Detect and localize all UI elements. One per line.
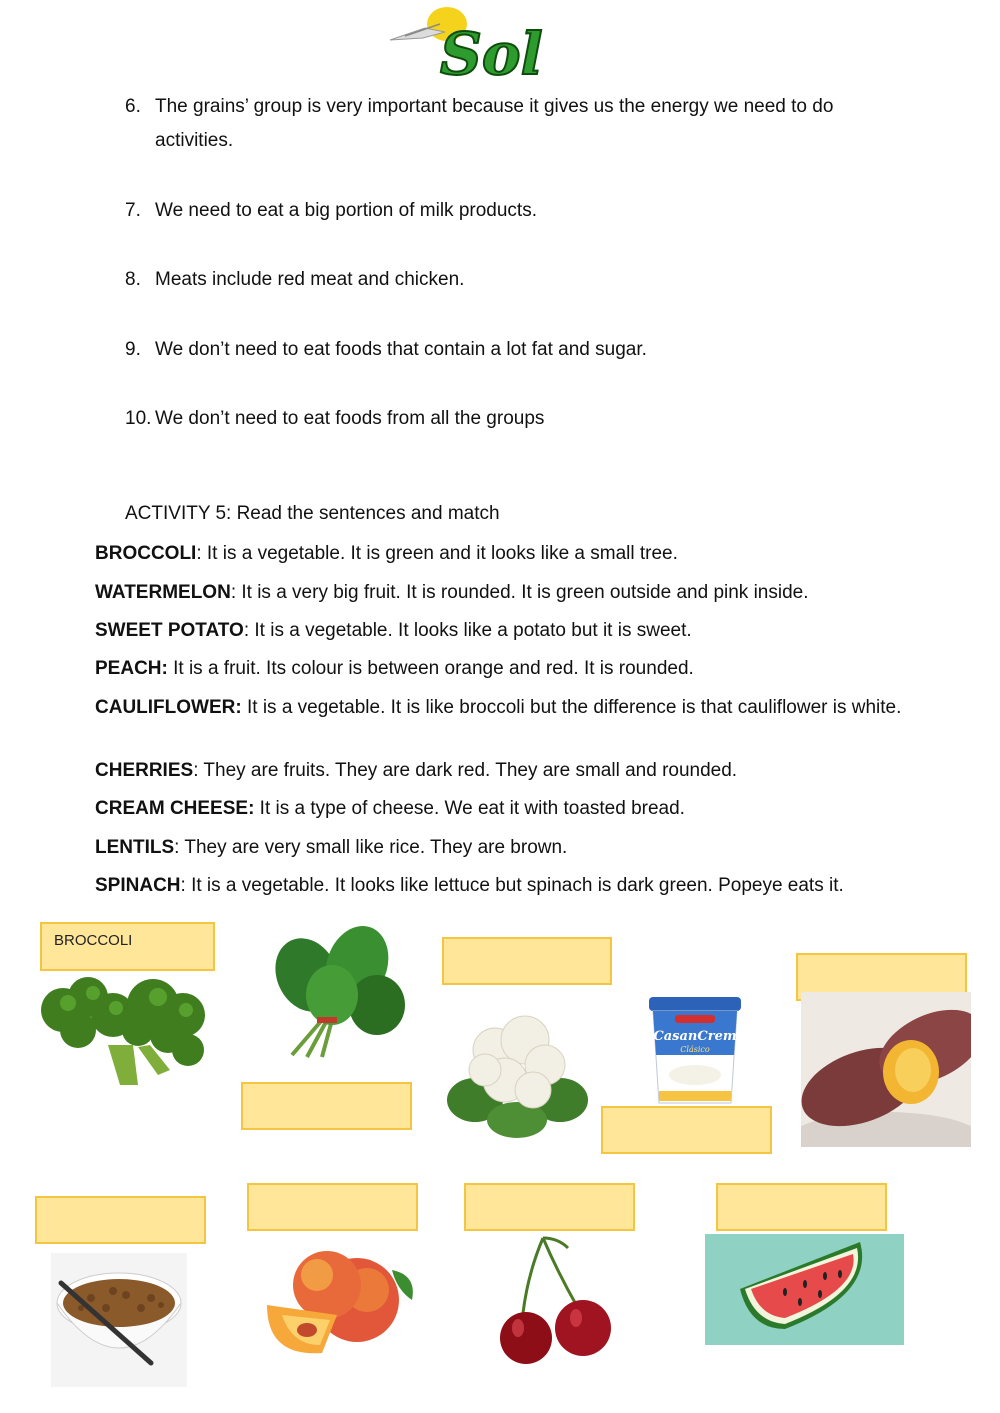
answer-box-cream-cheese[interactable] <box>601 1106 772 1154</box>
svg-text:Clásico: Clásico <box>680 1045 710 1054</box>
description-cauliflower: CAULIFLOWER: It is a vegetable. It is like broccoli but the difference is that cauliflower is white. <box>95 697 902 718</box>
answer-box-cherries[interactable] <box>464 1183 635 1231</box>
peach-image <box>262 1245 422 1360</box>
question-10: 10. We don’t need to eat foods from all the groups <box>125 408 545 429</box>
question-8: 8. Meats include red meat and chicken. <box>125 269 465 290</box>
spinach-image <box>262 925 412 1060</box>
activity-title: ACTIVITY 5: Read the sentences and match <box>125 503 500 524</box>
lentils-image <box>51 1253 187 1387</box>
question-9: 9. We don’t need to eat foods that contain a lot fat and sugar. <box>125 339 647 360</box>
sweet-potato-image <box>801 992 971 1147</box>
svg-text:CasanCrem: CasanCrem <box>653 1029 737 1044</box>
description-cherries: CHERRIES: They are fruits. They are dark red. They are small and rounded. <box>95 760 738 781</box>
cherries-image <box>488 1233 623 1368</box>
description-sweet-potato: SWEET POTATO: It is a vegetable. It looks like a potato but it is sweet. <box>95 620 692 641</box>
description-cream-cheese: CREAM CHEESE: It is a type of cheese. We eat it with toasted bread. <box>95 798 685 819</box>
answer-box-broccoli[interactable]: BROCCOLI <box>40 922 215 971</box>
answer-box-peach[interactable] <box>247 1183 418 1231</box>
question-7: 7. We need to eat a big portion of milk products. <box>125 200 537 221</box>
description-lentils: LENTILS: They are very small like rice. They are brown. <box>95 837 568 858</box>
sol-logo <box>385 2 565 84</box>
answer-box-lentils[interactable] <box>35 1196 206 1244</box>
broccoli-image <box>38 975 208 1090</box>
description-watermelon: WATERMELON: It is a very big fruit. It is rounded. It is green outside and pink inside. <box>95 582 809 603</box>
svg-text:Sol: Sol <box>440 20 543 84</box>
description-spinach: SPINACH: It is a vegetable. It looks like lettuce but spinach is dark green. Popeye eats it. <box>95 875 844 896</box>
answer-box-spinach[interactable] <box>241 1082 412 1130</box>
description-peach: PEACH: It is a fruit. Its colour is between orange and red. It is rounded. <box>95 658 694 679</box>
watermelon-image <box>705 1234 904 1345</box>
cauliflower-image <box>445 1005 590 1140</box>
answer-box-watermelon[interactable] <box>716 1183 887 1231</box>
cream-cheese-image <box>645 995 745 1107</box>
question-6: 6. The grains’ group is very important because it gives us the energy we need to do activities. <box>125 96 834 151</box>
description-broccoli: BROCCOLI: It is a vegetable. It is green and it looks like a small tree. <box>95 543 678 564</box>
answer-box-cauliflower[interactable] <box>442 937 612 985</box>
